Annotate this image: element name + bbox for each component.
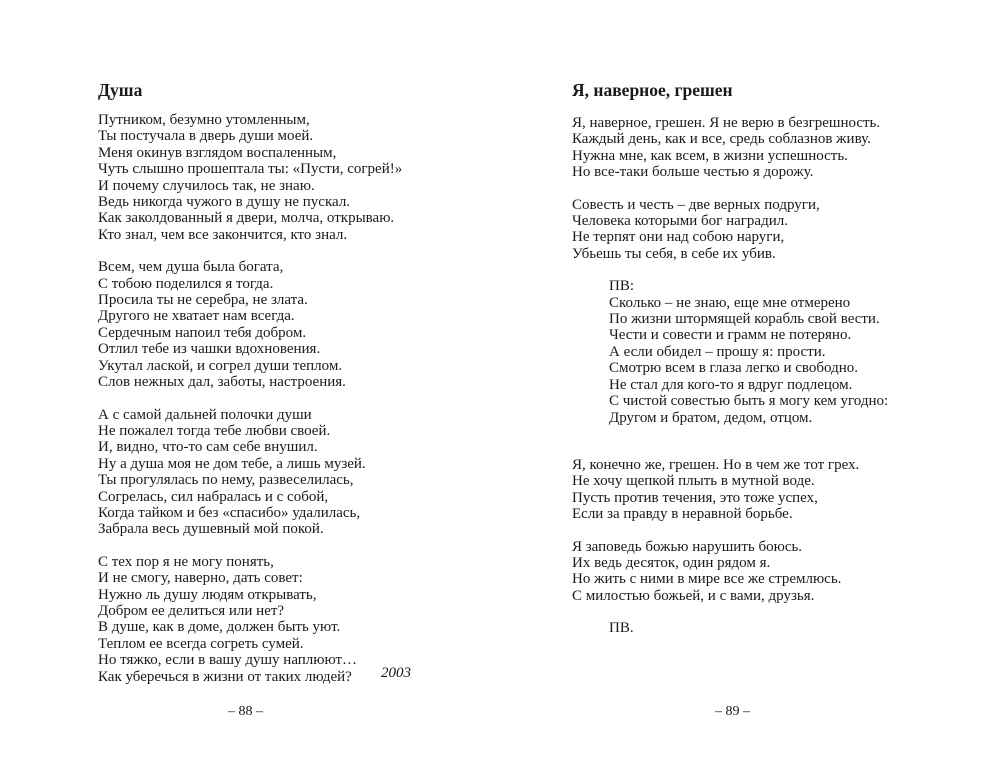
verse-line: Каждый день, как и все, средь соблазнов живу. <box>572 131 871 148</box>
verse-line: Сердечным напоил тебя добром. <box>98 324 307 341</box>
verse-line: Смотрю всем в глаза легко и свободно. <box>609 360 859 377</box>
stanza-3 <box>572 457 859 523</box>
verse-line: Не терпят они над собою наруги, <box>572 229 785 246</box>
page-number-left: – 88 – <box>228 704 263 719</box>
verse-line: Чуть слышно прошептала ты: «Пусти, согрей!» <box>98 161 403 178</box>
verse-line: Ты прогулялась по нему, развеселилась, <box>98 472 354 489</box>
verse-line: Нужна мне, как всем, в жизни успешность. <box>572 147 848 164</box>
verse-line: Согрелась, сил набралась и с собой, <box>98 488 329 505</box>
verse-line: Я, наверное, грешен. Я не верю в безгрешность. <box>572 115 881 131</box>
verse-line: В душе, как в доме, должен быть уют. <box>98 619 341 636</box>
verse-line: Если за правду в неравной борьбе. <box>572 506 793 523</box>
verse-line: Добром ее делиться или нет? <box>98 602 285 619</box>
verse-line: С тобою поделился я тогда. <box>98 275 274 292</box>
verse-line: Ведь никогда чужого в душу не пускал. <box>98 194 351 211</box>
stanza-3 <box>98 407 402 538</box>
signature-block <box>572 620 859 636</box>
verse-line: Не хочу щепкой плыть в мутной воде. <box>572 473 815 490</box>
verse-line: Чести и совести и грамм не потеряно. <box>609 327 852 344</box>
right-page <box>492 0 984 784</box>
verse-line: Меня окинув взглядом воспаленным, <box>98 144 337 161</box>
verse-line: Ну а душа моя не дом тебе, а лишь музей. <box>98 455 366 472</box>
verse-line: Не пожалел тогда тебе любви своей. <box>98 422 331 439</box>
verse-line: Путником, безумно утомленным, <box>98 112 310 128</box>
verse-line: Забрала весь душевный мой покой. <box>98 521 324 538</box>
verse-line: Нужно ль душу людям открывать, <box>98 586 317 603</box>
verse-line: Отлил тебе из чашки вдохновения. <box>98 341 321 358</box>
reply-author: ПВ: <box>609 278 635 295</box>
verse-line: Их ведь десяток, один рядом я. <box>572 555 771 572</box>
stanza-1 <box>572 115 888 181</box>
verse-line: И не смогу, наверно, дать совет: <box>98 570 303 587</box>
verse-line: Кто знал, чем все закончится, кто знал. <box>98 226 348 243</box>
verse-line: Как заколдованный я двери, молча, открываю. <box>98 210 395 227</box>
stanza-1 <box>98 112 402 243</box>
stanza-2 <box>98 259 402 390</box>
verse-line: Укутал лаской, и согрел души теплом. <box>98 357 343 374</box>
poem-body-dusha <box>98 112 402 701</box>
stanza-4 <box>98 554 402 685</box>
stanza-4 <box>572 539 859 605</box>
verse-line: И почему случилось так, не знаю. <box>98 177 315 194</box>
verse-line: Но жить с ними в мире все же стремлюсь. <box>572 571 842 588</box>
verse-line: Пусть против течения, это тоже успех, <box>572 489 818 506</box>
verse-line: Слов нежных дал, заботы, настроения. <box>98 374 346 391</box>
verse-line: Всем, чем душа была богата, <box>98 259 284 276</box>
verse-line: Я заповедь божью нарушить боюсь. <box>572 538 803 555</box>
poem-body-greshen-continued <box>572 457 859 653</box>
poem-title-dusha: Душа <box>98 80 143 100</box>
verse-line: Другом и братом, дедом, отцом. <box>609 409 813 426</box>
verse-line: Но тяжко, если в вашу душу наплюют… <box>98 652 358 669</box>
verse-line: Совесть и честь – две верных подруги, <box>572 196 820 213</box>
page-number-right: – 89 – <box>715 704 750 719</box>
signature: ПВ. <box>609 620 634 637</box>
stanza-2 <box>572 197 888 263</box>
verse-line: Человека которыми бог наградил. <box>572 213 788 230</box>
verse-line: Когда тайком и без «спасибо» удалилась, <box>98 504 361 521</box>
verse-line: Сколько – не знаю, еще мне отмерено <box>609 294 851 311</box>
verse-line: Но все-таки больше честью я дорожу. <box>572 164 814 181</box>
verse-line: Другого не хватает нам всегда. <box>98 308 295 325</box>
verse-line: И, видно, что-то сам себе внушил. <box>98 439 318 456</box>
poem-body-greshen <box>572 115 888 442</box>
verse-line: А с самой дальней полочки души <box>98 406 312 423</box>
verse-line: С милостью божьей, и с вами, друзья. <box>572 587 815 604</box>
verse-line: С чистой совестью быть я могу кем угодно: <box>609 393 889 410</box>
verse-line: А если обидел – прошу я: прости. <box>609 343 826 360</box>
verse-line: Не стал для кого-то я вдруг подлецом. <box>609 376 853 393</box>
verse-line: Я, конечно же, грешен. Но в чем же тот грех. <box>572 457 860 473</box>
verse-line: Теплом ее всегда согреть сумей. <box>98 635 304 652</box>
verse-line: Убьешь ты себя, в себе их убив. <box>572 245 776 262</box>
verse-line: Как уберечься в жизни от таких людей? <box>98 668 352 685</box>
poem-title-greshen: Я, наверное, грешен <box>572 80 733 100</box>
poem-date: 2003 <box>381 665 411 681</box>
verse-line: С тех пор я не могу понять, <box>98 553 274 570</box>
verse-line: По жизни штормящей корабль свой вести. <box>609 311 880 328</box>
reply-stanza <box>572 278 888 426</box>
verse-line: Ты постучала в дверь души моей. <box>98 128 314 145</box>
verse-line: Просила ты не серебра, не злата. <box>98 292 308 309</box>
